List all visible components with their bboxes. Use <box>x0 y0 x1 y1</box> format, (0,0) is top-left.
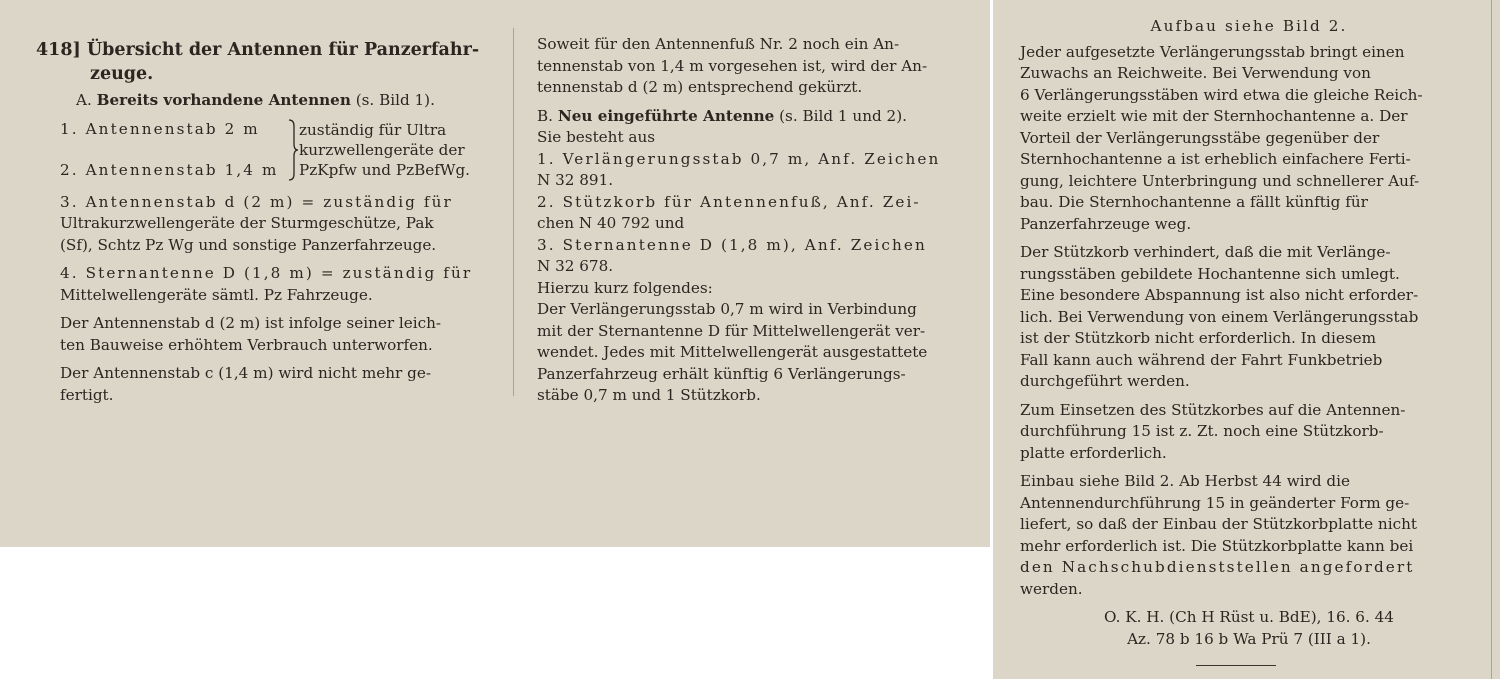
column-2 <box>537 34 969 407</box>
paragraph-rod-d: Der Antennenstab d (2 m) ist infolge seiner leich- ten Bauweise erhöhtem Verbrauch unterworfen. <box>60 314 442 354</box>
section-a-heading: A. Bereits vorhandene Antennen (s. Bild 1). <box>76 91 435 109</box>
paragraph-rod-c: Der Antennenstab c (1,4 m) wird nicht mehr ge- fertigt. <box>60 364 431 404</box>
brief-heading: Hierzu kurz folgendes: <box>537 278 713 297</box>
signature-line-1: O. K. H. (Ch H Rüst u. BdE), 16. 6. 44 <box>1104 608 1394 626</box>
new-item-3: 3. Sternantenne D (1,8 m), Anf. Zeichen N 32 678. <box>537 235 927 275</box>
right-page-edge-line <box>1491 0 1492 679</box>
brace-line-3: PzKpfw und PzBefWg. <box>299 161 471 179</box>
signature-line-2: Az. 78 b 16 b Wa Prü 7 (III a 1). <box>1127 629 1371 648</box>
consists-of-text: Sie besteht aus <box>537 128 656 146</box>
paragraph-extension-rod: Der Verlängerungsstab 0,7 m wird in Verbindung mit der Sternantenne D für Mittelwellengerät ver- wendet. Jedes mit Mittelwellengerät ausgestattete Panzerfahrzeug erhält künftig 6 Verlängerungs- stäbe 0,7 m und 1 Stützkorb. <box>537 300 928 404</box>
article-title <box>36 38 492 62</box>
column-divider <box>513 28 514 396</box>
title-line-1: Übersicht der Antennen für Panzerfahr- <box>86 40 480 60</box>
new-item-1: 1. Verlängerungsstab 0,7 m, Anf. Zeichen N 32 891. <box>537 149 941 189</box>
article-number: 418] <box>36 40 81 60</box>
column-3 <box>1020 16 1478 650</box>
item-4: 4. Sternantenne D (1,8 m) = zuständig für Mittelwellengeräte sämtl. Pz Fahrzeuge. <box>60 264 473 304</box>
item-2: 2. Antennenstab 1,4 m <box>60 161 279 179</box>
brace-line-1: zuständig für Ultra <box>299 121 447 139</box>
column-1 <box>36 38 492 406</box>
paragraph-insertion: Zum Einsetzen des Stützkorbes auf die Antennen- durchführung 15 ist z. Zt. noch eine Stützkorb- platte erforderlich. <box>1020 400 1406 462</box>
paragraph-antenna-foot: Soweit für den Antennenfuß Nr. 2 noch ein An- tennenstab von 1,4 m vorgesehen ist, wird der An- tennenstab d (2 m) entsprechend gekürzt. <box>537 35 928 96</box>
curly-brace-icon <box>287 119 299 181</box>
closing-rule <box>1196 665 1276 666</box>
assembly-heading: Aufbau siehe Bild 2. <box>1150 17 1348 35</box>
item-3: 3. Antennenstab d (2 m) = zuständig für Ultrakurzwellengeräte der Sturmgeschütze, Pak (Sf), Schtz Pz Wg und sonstige Panzerfahrzeuge. <box>60 192 453 254</box>
brace-line-2: kurzwellengeräte der <box>299 141 465 159</box>
new-item-2: 2. Stützkorb für Antennenfuß, Anf. Zei- chen N 40 792 und <box>537 192 921 232</box>
paragraph-support-basket: Der Stützkorb verhindert, daß die mit Verlänge- rungsstäben gebildete Hochantenne sich umlegt. Eine besondere Abspannung ist also nicht erforder- lich. Bei Verwendung von einem Verlängerungsstab ist der Stützkorb nicht erforderlich. In diesem Fall kann auch während der Fahrt Funkbetrieb durchgeführt werden. <box>1020 243 1419 390</box>
title-line-2: zeuge. <box>90 64 154 84</box>
item-1: 1. Antennenstab 2 m <box>60 119 260 138</box>
antenna-rod-group <box>60 116 492 185</box>
section-b-heading: B. Neu eingeführte Antenne (s. Bild 1 und 2). <box>537 106 907 125</box>
paragraph-installation: Einbau siehe Bild 2. Ab Herbst 44 wird die Antennendurchführung 15 in geänderter Form ge- liefert, so daß der Einbau der Stützkorbplatte nicht mehr erforderlich ist. Die Stützkorbplatte kann bei den Nachschubdienststellen angefordert werden. <box>1020 472 1417 598</box>
paragraph-range: Jeder aufgesetzte Verlängerungsstab bringt einen Zuwachs an Reichweite. Bei Verwendung von 6 Verlängerungsstäben wird etwa die gleiche Reich- weite erzielt wie mit der Sternhochantenne a. Der Vorteil der Verlängerungsstäbe gegenüber der Sternhochantenne a ist erheblich einfachere Ferti- gung, leichtere Unterbringung und schnellerer Auf- bau. Die Sternhochantenne a fällt künftig für Panzerfahrzeuge weg. <box>1020 42 1423 233</box>
